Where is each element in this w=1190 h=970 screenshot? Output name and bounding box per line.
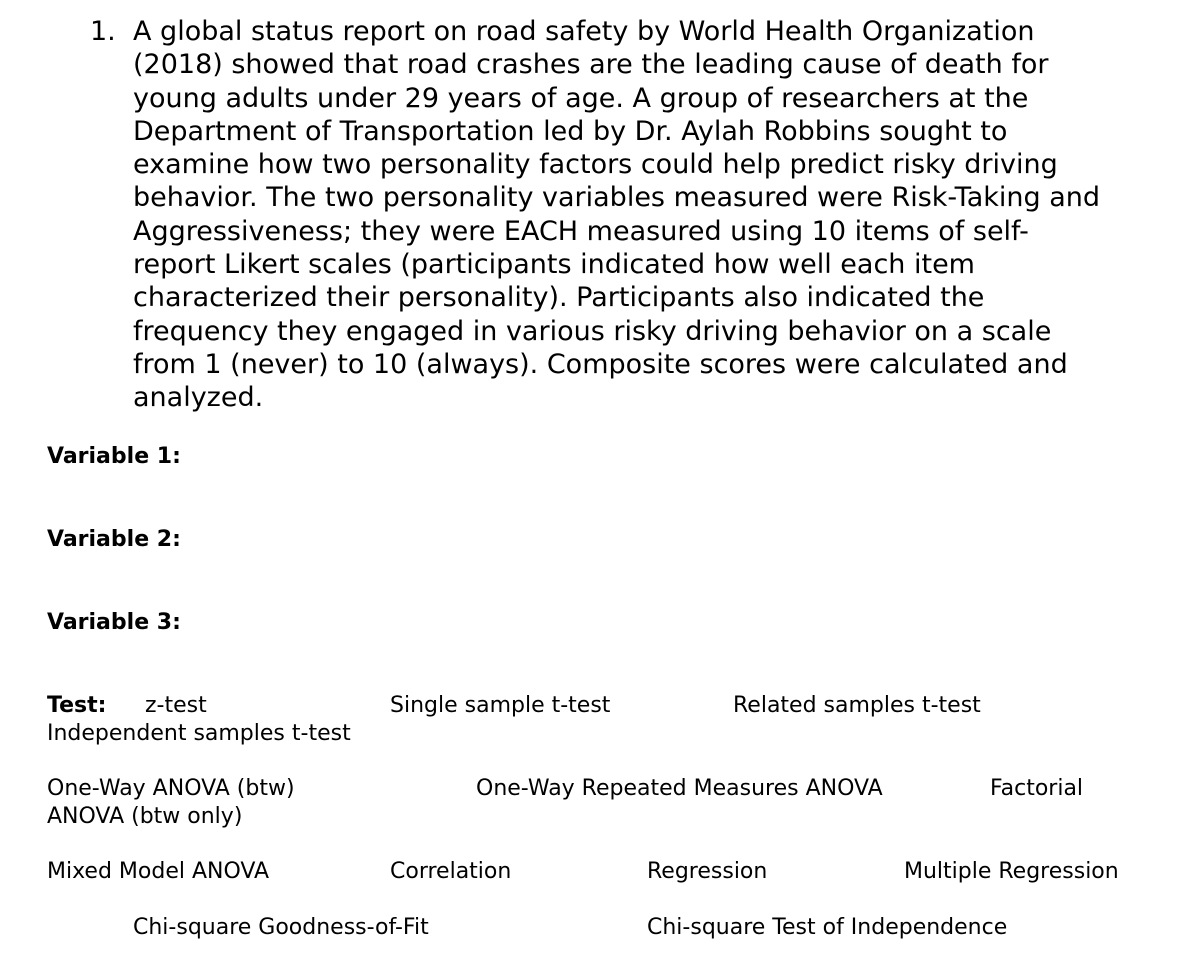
question-line: analyzed.: [133, 382, 264, 414]
question-line: Aggressiveness; they were EACH measured using 10 items of self-: [133, 215, 1029, 247]
option-z-test: z-test: [145, 693, 207, 718]
test-label: Test:: [47, 693, 107, 718]
option-correlation: Correlation: [390, 859, 512, 884]
option-regression: Regression: [647, 859, 768, 884]
question-line: Department of Transportation led by Dr. Aylah Robbins sought to: [133, 115, 1008, 147]
option-oneway-anova: One-Way ANOVA (btw): [47, 776, 295, 801]
question-line: from 1 (never) to 10 (always). Composite scores were calculated and: [133, 348, 1068, 380]
question-text: [133, 15, 1173, 415]
option-factorial-anova: Factorial: [990, 776, 1084, 801]
option-single-sample-t-test: Single sample t-test: [390, 693, 611, 718]
question-line: behavior. The two personality variables measured were Risk-Taking and: [133, 182, 1101, 214]
question-line: A global status report on road safety by World Health Organization: [133, 16, 1035, 47]
option-related-samples-t-test: Related samples t-test: [733, 693, 981, 718]
option-multiple-regression: Multiple Regression: [904, 859, 1119, 884]
variable-2-label: Variable 2:: [47, 527, 181, 552]
option-mixed-model-anova: Mixed Model ANOVA: [47, 859, 270, 884]
question-line: report Likert scales (participants indicated how well each item: [133, 249, 975, 281]
option-chi-square-goodness-of-fit: Chi-square Goodness-of-Fit: [133, 915, 429, 940]
question-line: examine how two personality factors could help predict risky driving: [133, 149, 1058, 181]
option-factorial-anova-continued: ANOVA (btw only): [47, 804, 243, 829]
question-line: young adults under 29 years of age. A group of researchers at the: [133, 82, 1029, 114]
question-number: 1.: [90, 16, 116, 47]
question-line: characterized their personality). Participants also indicated the: [133, 282, 985, 314]
question-line: frequency they engaged in various risky driving behavior on a scale: [133, 315, 1052, 347]
option-independent-samples-t-test: Independent samples t-test: [47, 721, 351, 746]
variable-3-label: Variable 3:: [47, 610, 181, 635]
option-oneway-repeated-measures-anova: One-Way Repeated Measures ANOVA: [476, 776, 883, 801]
variable-1-label: Variable 1:: [47, 444, 181, 469]
question-line: (2018) showed that road crashes are the leading cause of death for: [133, 49, 1049, 81]
option-chi-square-test-of-independence: Chi-square Test of Independence: [647, 915, 1008, 940]
